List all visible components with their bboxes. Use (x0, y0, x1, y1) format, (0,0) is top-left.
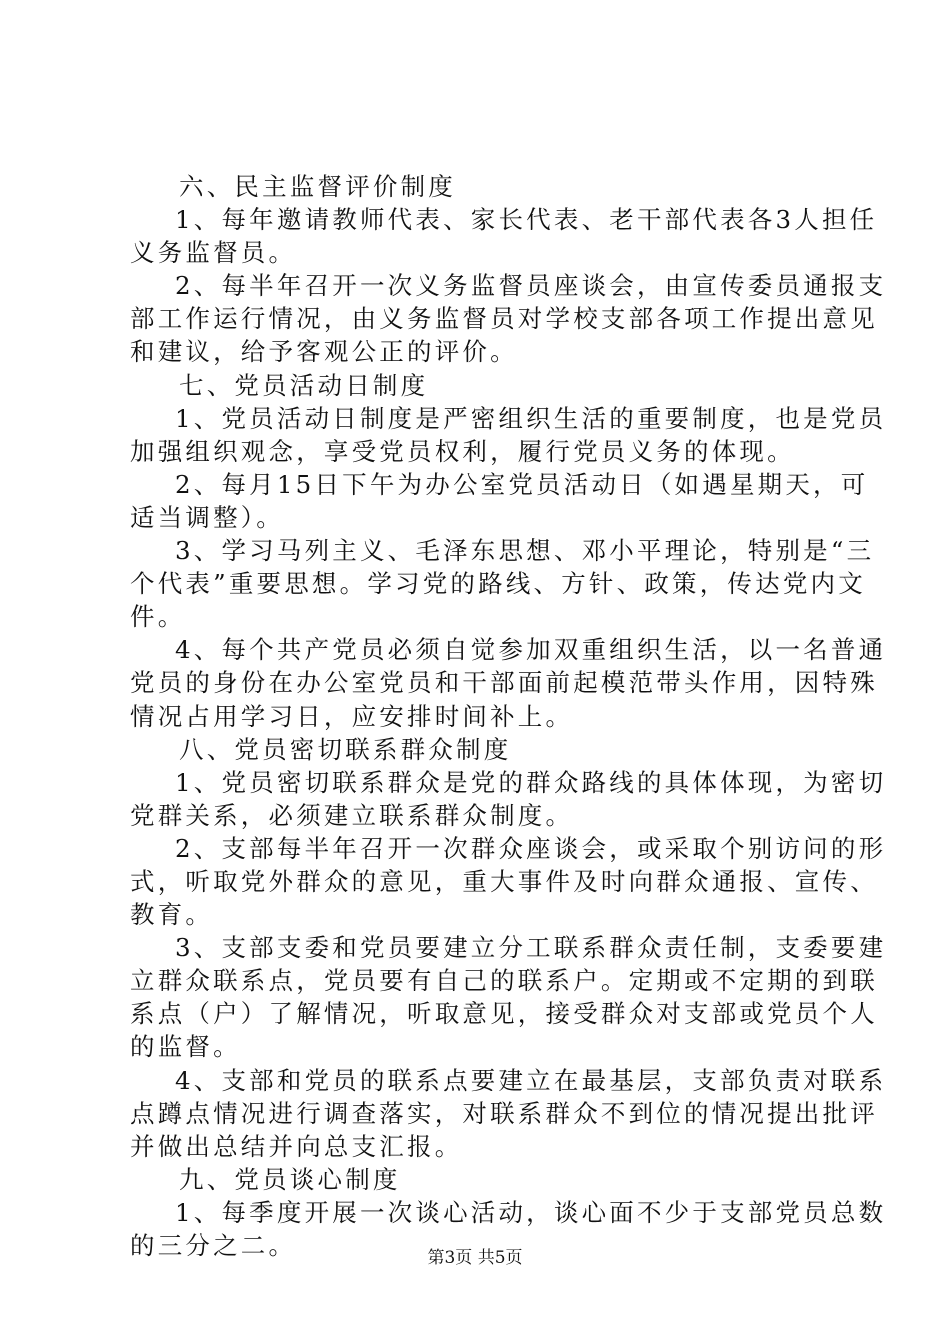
paragraph-line: 和建议，给予客观公正的评价。 (130, 337, 518, 367)
paragraph-line: 立群众联系点，党员要有自己的联系户。定期或不定期的到联 (130, 966, 878, 996)
page-number-footer: 第3页 共5页 (427, 1248, 523, 1268)
paragraph-line: 党群关系，必须建立联系群众制度。 (130, 800, 574, 830)
paragraph-line: 1、党员活动日制度是严密组织生活的重要制度，也是党员 (175, 403, 887, 433)
paragraph-line: 加强组织观念，享受党员权利，履行党员义务的体现。 (130, 436, 795, 466)
paragraph-line: 3、学习马列主义、毛泽东思想、邓小平理论，特别是“三 (175, 536, 875, 566)
paragraph-line: 个代表”重要思想。学习党的路线、方针、政策，传达党内文 (130, 569, 866, 599)
paragraph-line: 党员的身份在办公室党员和干部面前起模范带头作用，因特殊 (130, 668, 878, 698)
paragraph-line: 4、每个共产党员必须自觉参加双重组织生活，以一名普通 (175, 635, 887, 665)
paragraph-line: 式，听取党外群众的意见，重大事件及时向群众通报、宣传、 (130, 866, 878, 896)
paragraph-line: 的三分之二。 (130, 1231, 297, 1260)
section-heading-6: 六、民主监督评价制度 (179, 172, 456, 201)
section-heading-9: 九、党员谈心制度 (179, 1164, 401, 1194)
paragraph-line: 3、支部支委和党员要建立分工联系群众责任制，支委要建 (175, 933, 887, 963)
paragraph-line: 2、每半年召开一次义务监督员座谈会，由宣传委员通报支 (175, 271, 887, 301)
paragraph-line: 4、支部和党员的联系点要建立在最基层，支部负责对联系 (175, 1065, 887, 1095)
paragraph-line: 件。 (130, 602, 186, 632)
paragraph-line: 并做出总结并向总支汇报。 (130, 1131, 463, 1161)
paragraph-line: 1、每季度开展一次谈心活动，谈心面不少于支部党员总数 (175, 1197, 887, 1227)
paragraph-line: 系点（户）了解情况，听取意见，接受群众对支部或党员个人 (130, 999, 878, 1029)
paragraph-line: 情况占用学习日，应安排时间补上。 (130, 701, 574, 731)
paragraph-line: 部工作运行情况，由义务监督员对学校支部各项工作提出意见 (130, 304, 878, 334)
paragraph-line: 1、党员密切联系群众是党的群众路线的具体体现，为密切 (175, 767, 887, 797)
paragraph-line: 教育。 (130, 900, 214, 930)
paragraph-line: 义务监督员。 (130, 238, 297, 268)
section-heading-8: 八、党员密切联系群众制度 (179, 734, 512, 764)
paragraph-line: 2、支部每半年召开一次群众座谈会，或采取个别访问的形 (175, 833, 887, 863)
section-heading-7: 七、党员活动日制度 (179, 370, 429, 400)
paragraph-line: 的监督。 (130, 1032, 241, 1062)
document-body (130, 170, 887, 1262)
paragraph-line: 适当调整）。 (130, 502, 284, 532)
paragraph-line: 点蹲点情况进行调查落实，对联系群众不到位的情况提出批评 (130, 1098, 878, 1128)
paragraph-line: 1、每年邀请教师代表、家长代表、老干部代表各3人担任 (175, 205, 878, 235)
paragraph-line: 2、每月15日下午为办公室党员活动日（如遇星期天，可 (175, 469, 869, 499)
